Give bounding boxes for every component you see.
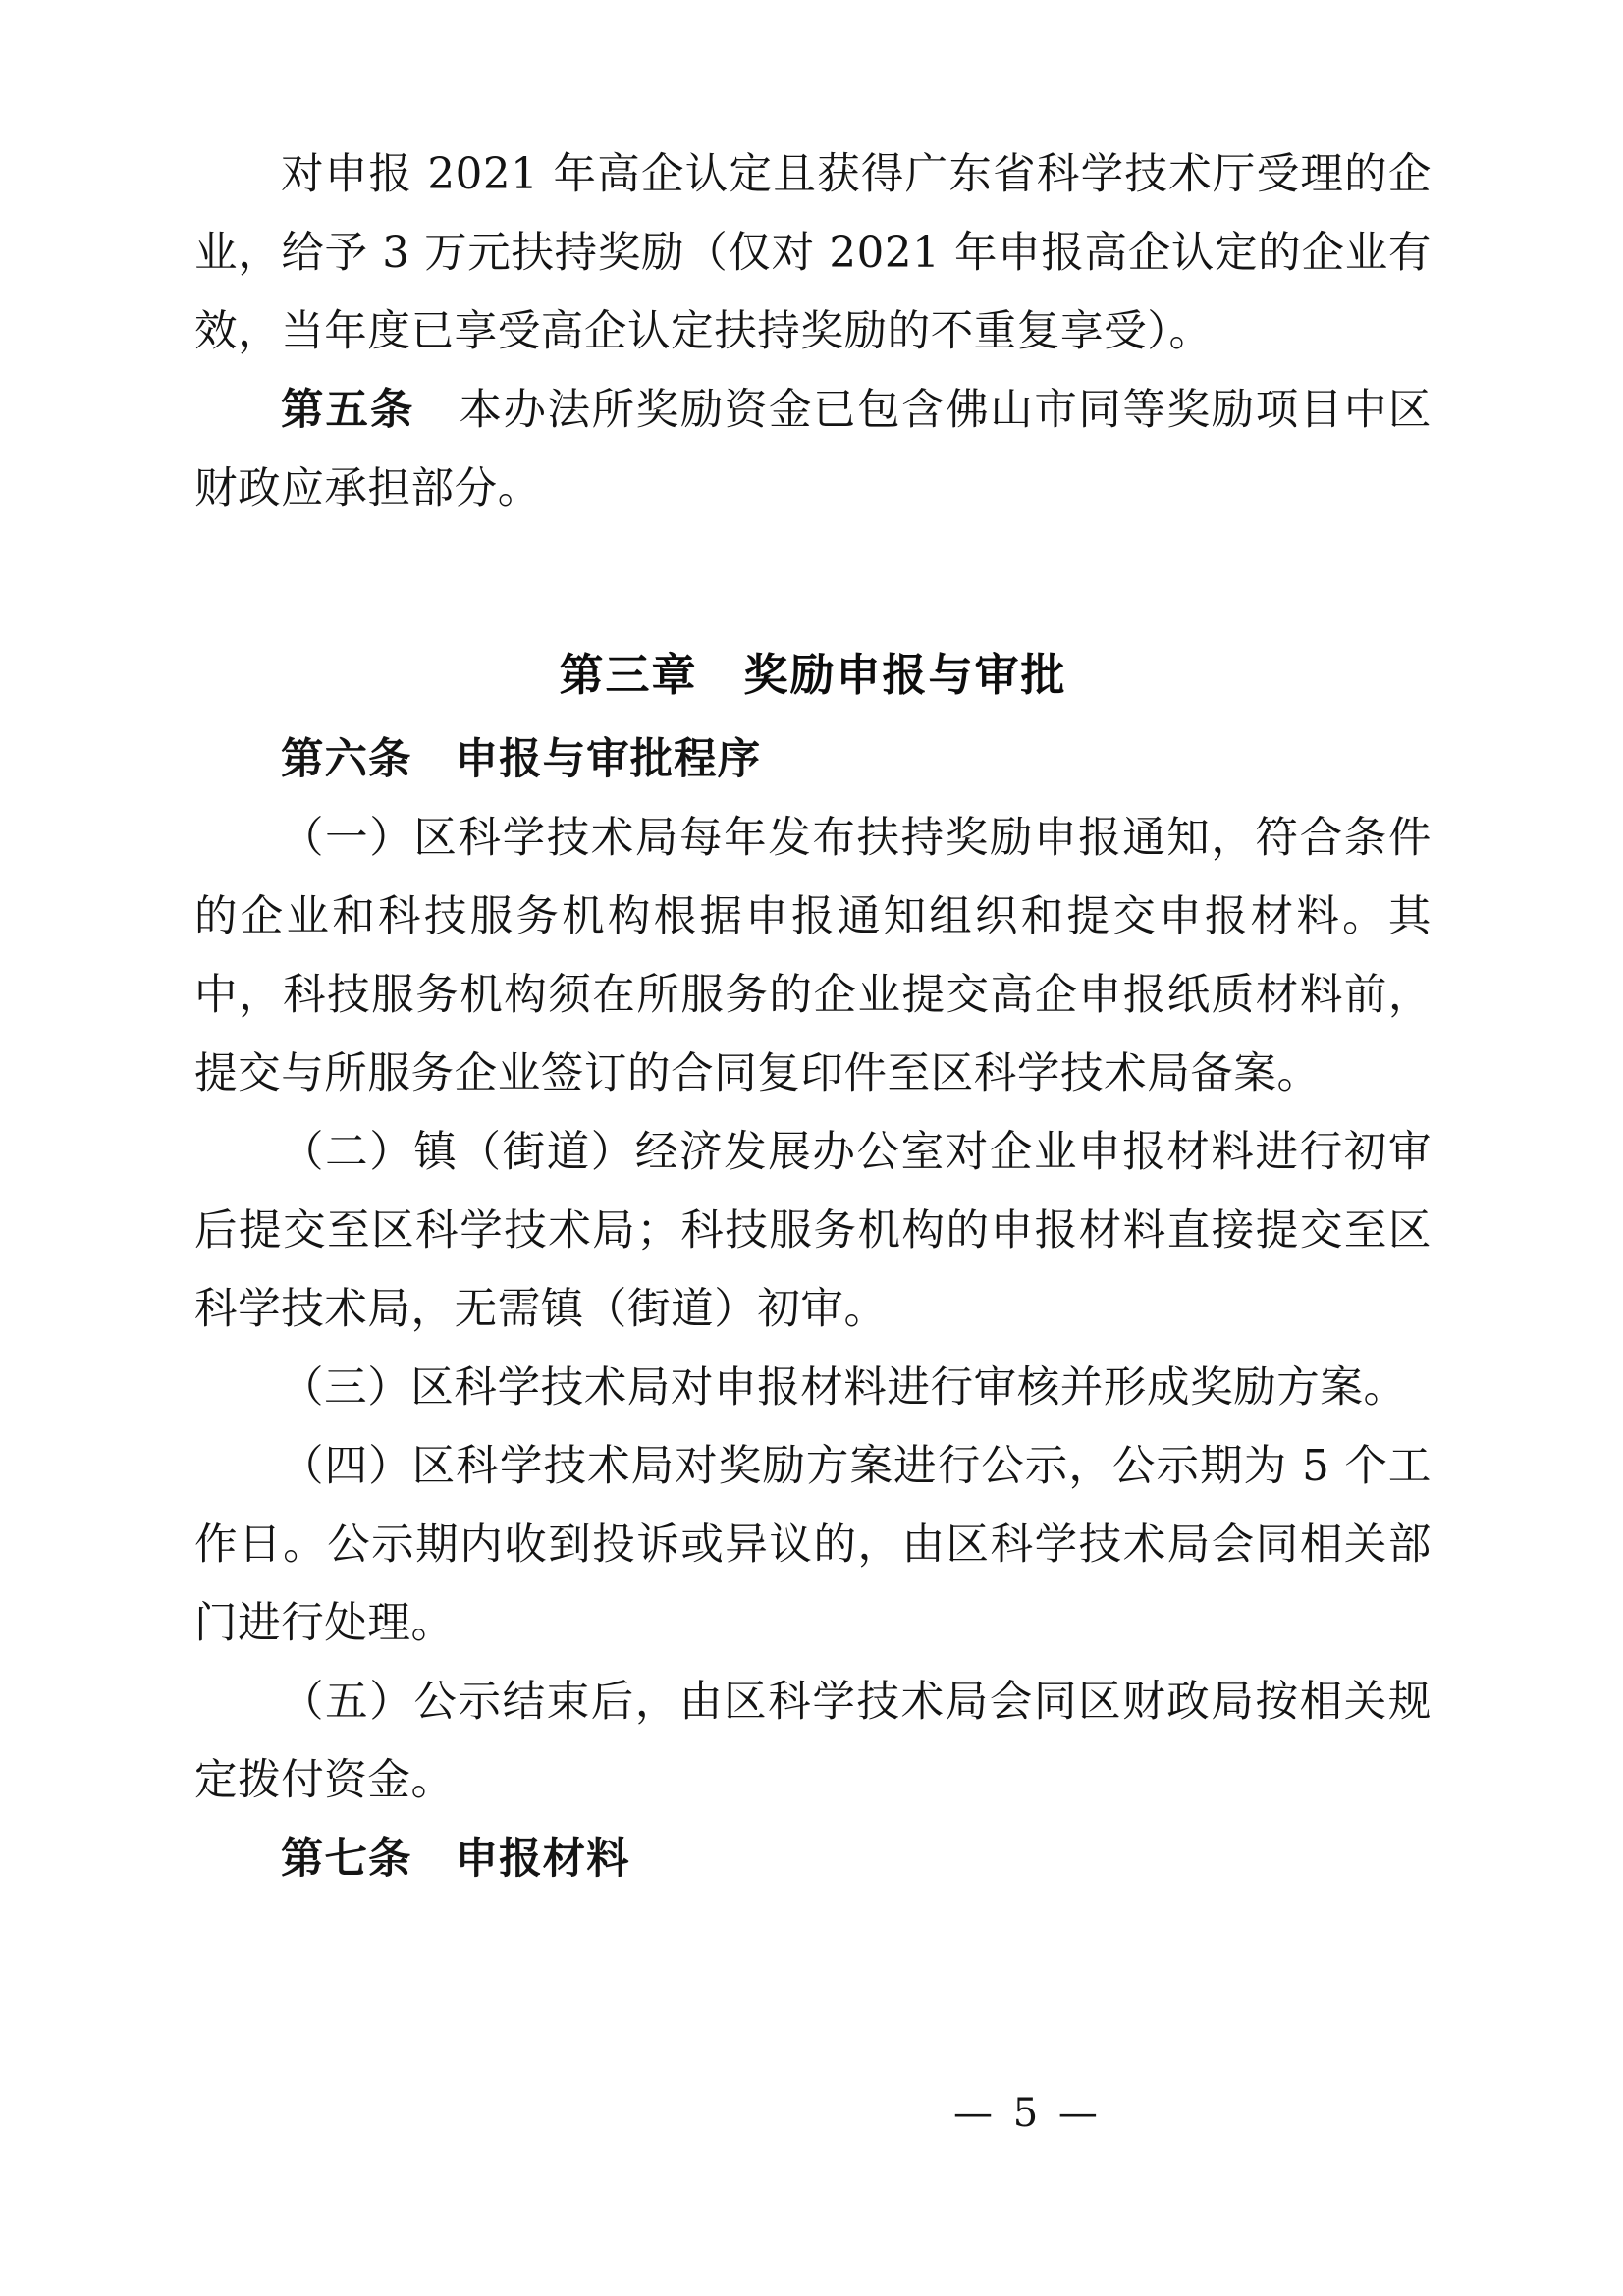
article-six-spacer — [412, 735, 456, 784]
procedure-item-5: （五）公示结束后，由区科学技术局会同区财政局按相关规定拨付资金。 — [194, 1678, 1432, 1805]
article-seven-heading — [194, 1820, 1432, 1898]
procedure-item-2: （二）镇（街道）经济发展办公室对企业申报材料进行初审后提交至区科学技术局；科技服务机构的申报材料直接提交至区科学技术局，无需镇（街道）初审。 — [194, 1128, 1432, 1334]
procedure-item-1: （一）区科学技术局每年发布扶持奖励申报通知，符合条件的企业和科技服务机构根据申报通知组织和提交申报材料。其中，科技服务机构须在所服务的企业提交高企申报纸质材料前，提交与所服务企业签订的合同复印件至区科学技术局备案。 — [194, 814, 1432, 1098]
chapter-spacer-top — [194, 528, 1432, 636]
article-five-label: 第五条 — [281, 385, 415, 435]
procedure-item-4: （四）区科学技术局对奖励方案进行公示，公示期为 5 个工作日。公示期内收到投诉或异议的，由区科学技术局会同相关部门进行处理。 — [194, 1442, 1432, 1648]
article-seven-title: 申报材料 — [455, 1834, 630, 1884]
page-footer — [0, 2091, 1623, 2136]
article-six-label: 第六条 — [281, 734, 412, 784]
procedure-item-3: （三）区科学技术局对申报材料进行审核并形成奖励方案。 — [281, 1363, 1407, 1413]
paragraph-2021-subsidy: 对申报 2021 年高企认定且获得广东省科学技术厅受理的企业，给予 3 万元扶持奖励（仅对 2021 年申报高企认定的企业有效，当年度已享受高企认定扶持奖励的不重复享受）。 — [194, 150, 1432, 356]
article-six-heading — [194, 721, 1432, 799]
article-seven-label: 第七条 — [281, 1834, 412, 1884]
chapter-three-heading: 第三章 奖励申报与审批 — [559, 649, 1067, 701]
article-five-text: 本办法所奖励资金已包含佛山市同等奖励项目中区财政应承担部分。 — [194, 386, 1433, 513]
article-seven-spacer — [412, 1835, 456, 1884]
page-content — [194, 135, 1432, 1898]
page-number-text: — 5 — — [953, 2091, 1102, 2136]
article-five-paragraph — [194, 371, 1432, 528]
article-five-spacer — [414, 386, 459, 435]
article-six-title: 申报与审批程序 — [455, 734, 762, 784]
